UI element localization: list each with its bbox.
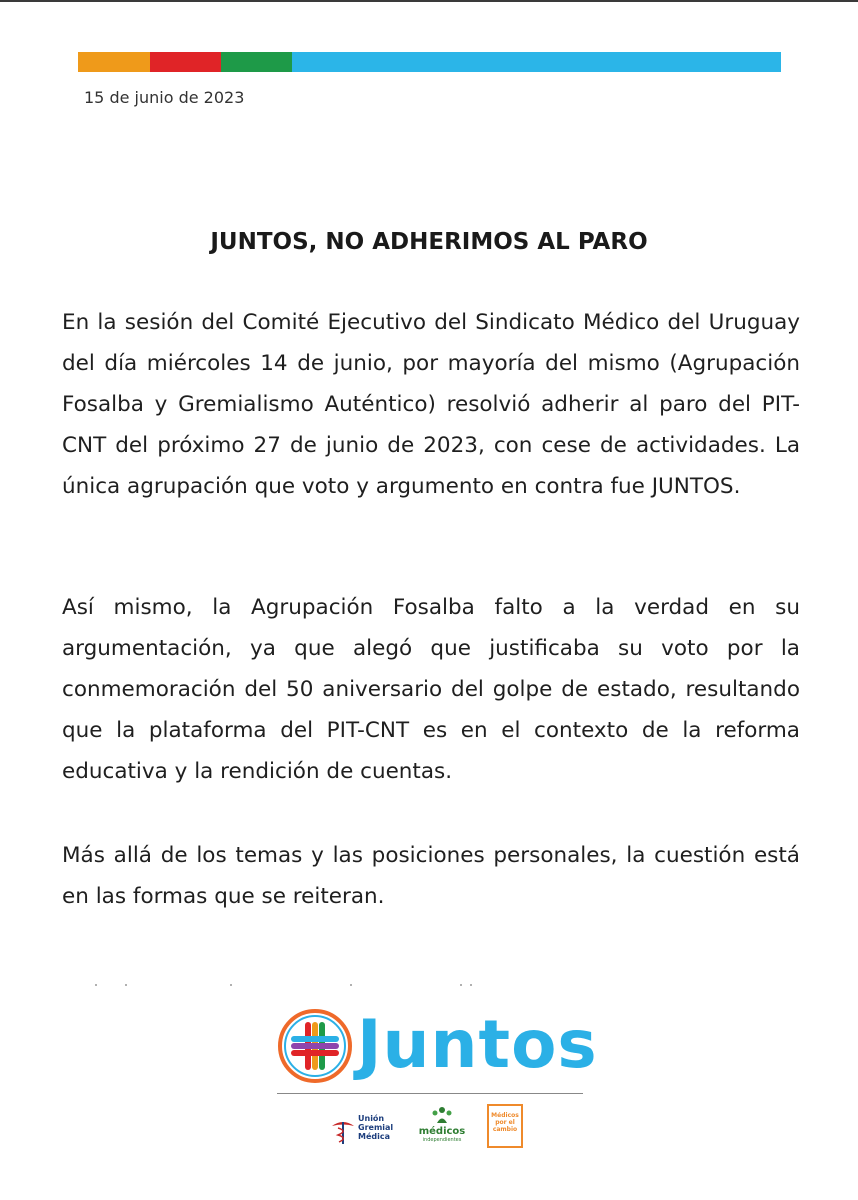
people-icon	[431, 1106, 453, 1124]
partner-logos	[330, 1104, 550, 1156]
scan-specks	[95, 982, 495, 990]
mi-sub: independientes	[422, 1137, 462, 1143]
document-title: JUNTOS, NO ADHERIMOS AL PARO	[210, 229, 648, 255]
ugm-line-1: Unión	[358, 1114, 385, 1123]
color-bar-green	[221, 52, 292, 72]
paragraph-3: Más allá de los temas y las posiciones personales, la cuestión está en las formas que se reiteran.	[62, 843, 800, 909]
logo-divider	[277, 1093, 583, 1094]
paragraph-2: Así mismo, la Agrupación Fosalba falto a la verdad en su argumentación, ya que alegó que justificaba su voto por la conmemoración del 50 aniversario del golpe de estado, resultando que la plataforma del PIT-CNT es en el contexto de la reforma educativa y la rendición de cuentas.	[62, 595, 800, 784]
paragraph-1: En la sesión del Comité Ejecutivo del Sindicato Médico del Uruguay del día miércoles 14 de junio, por mayoría del mismo (Agrupación Fosalba y Gremialismo Auténtico) resolvió adherir al paro del PIT-CNT del próximo 27 de junio de 2023, con cese de actividades. La única agrupación que voto y argumento en contra fue JUNTOS.	[62, 310, 800, 499]
caduceus-icon	[330, 1116, 356, 1146]
ugm-line-2: Gremial	[358, 1123, 394, 1132]
juntos-logo	[273, 1006, 598, 1088]
medicos-por-el-cambio-logo	[487, 1104, 523, 1148]
color-bar	[78, 52, 781, 72]
document-date: 15 de junio de 2023	[84, 88, 245, 107]
mc-line-3: cambio	[492, 1126, 518, 1133]
juntos-wordmark: Juntos	[357, 1006, 598, 1083]
color-bar-blue	[292, 52, 781, 72]
top-border	[0, 0, 858, 2]
mc-line-2: por el	[495, 1119, 515, 1126]
mc-line-1: Médicos	[491, 1112, 519, 1119]
juntos-cross-icon	[277, 1008, 353, 1084]
mi-name: médicos	[418, 1126, 466, 1137]
ugm-line-3: Médica	[358, 1132, 390, 1141]
medicos-independientes-logo	[414, 1106, 470, 1154]
union-gremial-medica-logo	[330, 1114, 394, 1150]
color-bar-orange	[78, 52, 150, 72]
color-bar-red	[150, 52, 221, 72]
